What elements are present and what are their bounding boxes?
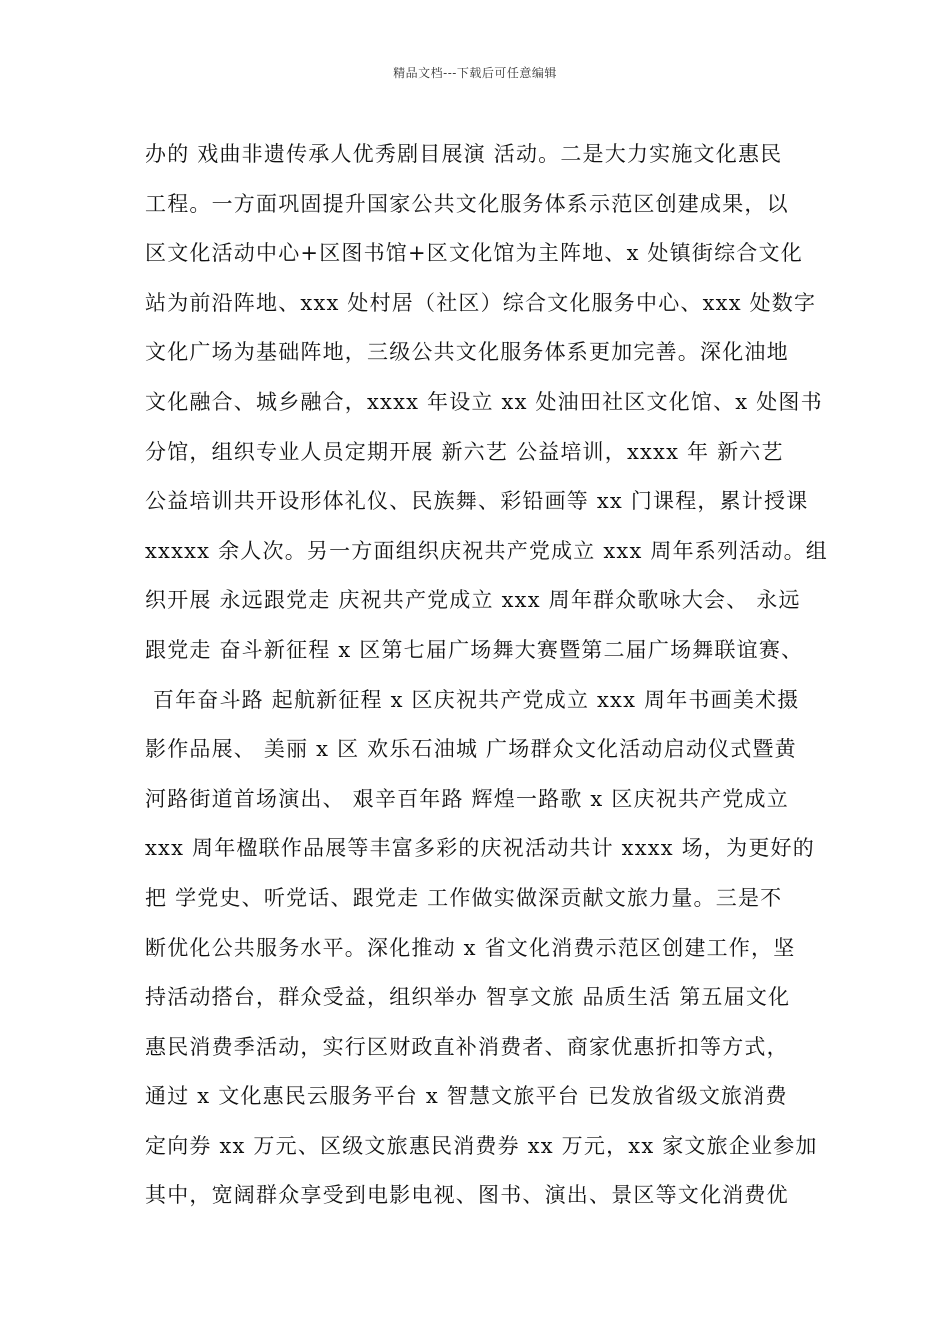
text-line: xxx 周年楹联作品展等丰富多彩的庆祝活动共计 xxxx 场，为更好的 (145, 836, 815, 861)
text-line: 跟党走 奋斗新征程 x 区第七届广场舞大赛暨第二届广场舞联谊赛、 (145, 637, 804, 662)
text-line: 百年奋斗路 起航新征程 x 区庆祝共产党成立 xxx 周年书画美术摄 (145, 687, 800, 712)
text-line: 区文化活动中心+区图书馆+区文化馆为主阵地、x 处镇街综合文化 (145, 241, 803, 266)
text-line: 公益培训共开设形体礼仪、民族舞、彩铅画等 xx 门课程，累计授课 (145, 489, 809, 514)
text-line: 河路街道首场演出、 艰辛百年路 辉煌一路歌 x 区庆祝共产党成立 (145, 786, 789, 811)
text-line: 文化融合、城乡融合，xxxx 年设立 xx 处油田社区文化馆、x 处图书 (145, 389, 823, 414)
text-line: 影作品展、 美丽 x 区 欢乐石油城 广场群众文化活动启动仪式暨黄 (145, 737, 797, 762)
text-line: 把 学党史、听党话、跟党走 工作做实做深贡献文旅力量。三是不 (145, 885, 783, 910)
text-line: 惠民消费季活动，实行区财政直补消费者、商家优惠折扣等方式， (145, 1034, 789, 1059)
text-line: 持活动搭台，群众受益，组织举办 智享文旅 品质生活 第五届文化 (145, 985, 791, 1010)
body-text (145, 130, 828, 1221)
text-line: 定向券 xx 万元、区级文旅惠民消费券 xx 万元，xx 家文旅企业参加 (145, 1133, 818, 1158)
text-line: 工程。一方面巩固提升国家公共文化服务体系示范区创建成果，以 (145, 191, 789, 216)
text-line: 分馆，组织专业人员定期开展 新六艺 公益培训，xxxx 年 新六艺 (145, 439, 784, 464)
text-line: 断优化公共服务水平。深化推动 x 省文化消费示范区创建工作，坚 (145, 935, 796, 960)
text-line: 文化广场为基础阵地，三级公共文化服务体系更加完善。深化油地 (145, 340, 789, 365)
text-line: 通过 x 文化惠民云服务平台 x 智慧文旅平台 已发放省级文旅消费 (145, 1084, 788, 1109)
text-line: 织开展 永远跟党走 庆祝共产党成立 xxx 周年群众歌咏大会、 永远 (145, 588, 801, 613)
text-line: xxxxx 余人次。另一方面组织庆祝共产党成立 xxx 周年系列活动。组 (145, 538, 828, 563)
page-header: 精品文档---下载后可任意编辑 (393, 66, 557, 80)
text-line: 办的 戏曲非遗传承人优秀剧目展演 活动。二是大力实施文化惠民 (145, 142, 783, 166)
text-line: 其中，宽阔群众享受到电影电视、图书、演出、景区等文化消费优 (145, 1183, 789, 1208)
text-line: 站为前沿阵地、xxx 处村居（社区）综合文化服务中心、xxx 处数字 (145, 290, 817, 315)
